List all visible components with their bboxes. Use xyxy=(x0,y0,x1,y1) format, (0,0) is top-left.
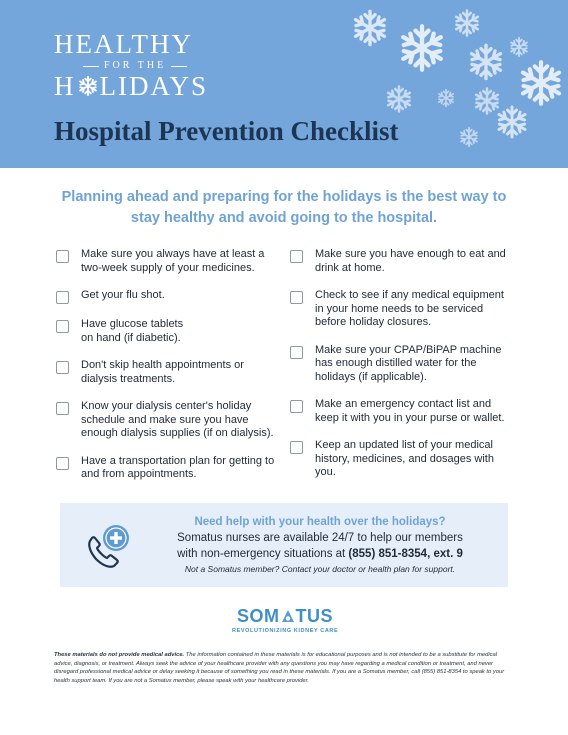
checklist-item xyxy=(56,400,276,441)
checkbox[interactable] xyxy=(290,250,303,263)
checkbox[interactable] xyxy=(56,250,69,263)
brand-line3-end: LIDAYS xyxy=(99,71,209,101)
page-title: Hospital Prevention Checklist xyxy=(54,116,399,146)
help-note: Not a Somatus member? Contact your doctor or health plan for support. xyxy=(184,564,456,574)
checkbox[interactable] xyxy=(56,457,69,470)
snowflake-icon xyxy=(458,126,480,148)
checklist-item-text: Don't skip health appointments or dialysis treatments. xyxy=(81,359,244,385)
checkbox[interactable] xyxy=(56,361,69,374)
phone-medical-icon xyxy=(84,519,136,571)
checkbox[interactable] xyxy=(290,291,303,304)
checkbox[interactable] xyxy=(56,291,69,304)
disclaimer-lead: These materials do not provide medical advice. xyxy=(54,652,185,658)
checkbox[interactable] xyxy=(290,346,303,359)
snowflake-icon xyxy=(516,58,566,108)
checklist-item xyxy=(56,318,276,345)
disclaimer-body: The information contained in these materials is for educational purposes and is not intended to be a substitute for medical advice, diagnosis, or treatment. Always seek the advice of your healthcare provider with any questions you may have regarding a medical condition or treatment, and never disregard professional medical advice or delay seeking it because of something you read in these materials. If you are a Somatus member, call (855) 851-8354 to speak to your health support team. If you are not a Somatus member, please speak with your healthcare provider. xyxy=(54,652,505,684)
snowflake-icon xyxy=(452,8,482,38)
checklist-item-text: Have a transportation plan for getting to and from appointments. xyxy=(81,454,275,480)
checklist-item-text: Check to see if any medical equipment in your home needs to be serviced before holiday closures. xyxy=(315,289,504,328)
divider xyxy=(171,66,187,67)
checkbox[interactable] xyxy=(56,320,69,333)
help-body-line2: with non-emergency situations at xyxy=(177,548,349,560)
help-body-line1: Somatus nurses are available 24/7 to help our members xyxy=(177,532,463,544)
checklist-item-text: Have glucose tablets on hand (if diabetic). xyxy=(81,318,184,344)
snowflake-icon xyxy=(494,104,530,140)
checklist-item xyxy=(56,455,276,482)
checklist-item xyxy=(290,344,510,385)
checklist-item xyxy=(290,439,510,480)
brand-line2: FOR THE xyxy=(104,60,167,71)
checklist-item xyxy=(56,359,276,386)
snowflake-icon xyxy=(396,22,448,74)
help-callout xyxy=(60,503,508,587)
snowflake-icon xyxy=(77,75,99,97)
checkbox[interactable] xyxy=(56,402,69,415)
snowflake-icon xyxy=(466,42,506,82)
checklist-item-text: Get your flu shot. xyxy=(81,289,165,301)
help-phone-number[interactable]: (855) 851-8354, ext. 9 xyxy=(348,548,463,560)
healthy-holidays-logo xyxy=(54,30,208,100)
checklist-item-text: Make sure you always have at least a two-week supply of your medicines. xyxy=(81,248,265,274)
checklist-item-text: Know your dialysis center's holiday schedule and make sure you have enough dialysis supplies (if on dialysis). xyxy=(81,400,274,439)
checklist-item-text: Make sure you have enough to eat and drink at home. xyxy=(315,248,506,274)
checkbox[interactable] xyxy=(290,441,303,454)
snowflake-icon xyxy=(384,84,414,114)
checklist-item xyxy=(56,248,276,275)
checklist-item xyxy=(56,289,276,304)
checklist-item xyxy=(290,248,510,275)
checklist-item-text: Make an emergency contact list and keep it with you in your purse or wallet. xyxy=(315,398,505,424)
checklist-item xyxy=(290,289,510,330)
brand-line3-start: H xyxy=(54,71,76,101)
snowflake-icon xyxy=(436,88,456,108)
somatus-a-icon xyxy=(281,609,295,623)
checklist-right-column xyxy=(290,248,510,494)
disclaimer xyxy=(54,651,514,685)
logo-tagline: REVOLUTIONIZING KIDNEY CARE xyxy=(232,628,339,634)
divider xyxy=(83,66,99,67)
logo-name-end: TUS xyxy=(295,606,333,626)
checklist-item-text: Make sure your CPAP/BiPAP machine has enough distilled water for the holidays (if applicable). xyxy=(315,343,502,383)
checklist-item-text: Keep an updated list of your medical history, medicines, and dosages with you. xyxy=(315,439,494,478)
checklist-item xyxy=(290,398,510,425)
header-banner xyxy=(0,0,568,168)
logo-name-start: SOM xyxy=(236,606,280,626)
checklist-left-column xyxy=(56,248,276,496)
somatus-logo xyxy=(232,606,338,634)
brand-line1: HEALTHY xyxy=(54,29,193,59)
help-title: Need help with your health over the holidays? xyxy=(194,516,446,528)
snowflake-icon xyxy=(508,36,530,58)
intro-text: Planning ahead and preparing for the holidays is the best way to stay healthy and avoid going to the hospital. xyxy=(61,189,507,226)
snowflake-icon xyxy=(350,8,390,48)
checkbox[interactable] xyxy=(290,400,303,413)
